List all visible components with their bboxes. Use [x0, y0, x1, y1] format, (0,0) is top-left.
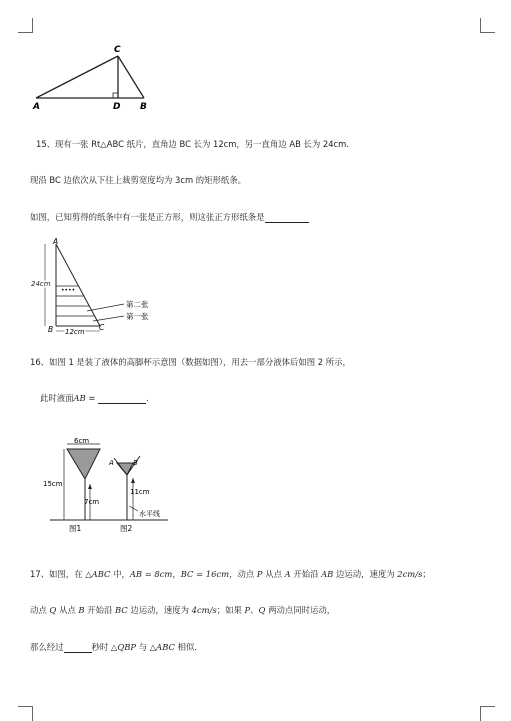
q16-line1: 16、如图 1 是装了液体的高脚杯示意图（数据如图），用去一部分液体后如图 2 所示， — [30, 357, 351, 367]
q16-var-ab: AB — [73, 393, 86, 403]
q15-answer-blank[interactable] — [265, 213, 309, 223]
q17-l1-a: 17、如图，在 — [30, 569, 86, 579]
q17-l2-v: 4cm/s — [191, 605, 217, 615]
q17-l2-f: 两动点同时运动， — [265, 605, 336, 615]
q17-l1-p: P — [256, 569, 263, 579]
crop-mark-top-right — [480, 18, 495, 33]
q17-l1-e: 从点 — [262, 569, 285, 579]
q16-eq: = — [85, 393, 99, 403]
q17-l1-d: ，动点 — [229, 569, 257, 579]
q15-fig-dots: •••• — [61, 287, 76, 294]
q17-l3-t2: △ABC — [149, 642, 175, 652]
q16-fig-stem-7cm: 7cm — [84, 498, 100, 506]
triangle-figure-top — [30, 40, 160, 112]
q17-l1-v: 2cm/s — [397, 569, 423, 579]
q17-l1-bc: BC = 16cm — [180, 569, 230, 579]
q17-l3-b: 秒时 — [91, 642, 111, 652]
q15-fig-strip1: 第一张 — [126, 312, 149, 321]
q17-l1-c: ， — [172, 569, 181, 579]
q16-fig-level: 水平线 — [139, 510, 160, 518]
q16-line2-pre: 此时液面 — [40, 393, 74, 403]
q17-l1-h: ； — [422, 569, 431, 579]
q16-line2-end: . — [146, 393, 149, 403]
q16-fig-label-b: B — [133, 459, 138, 467]
q16-fig-label-a: A — [109, 459, 114, 467]
q15-fig-strip2: 第二张 — [126, 300, 149, 309]
q17-line3 — [30, 641, 197, 653]
q17-l3-a: 那么经过 — [30, 642, 64, 652]
q17-l2-bc: BC — [114, 605, 128, 615]
q17-l3-c: 与 — [136, 642, 150, 652]
q16-goblet-figure — [40, 434, 180, 538]
q17-l2-c: 开始沿 — [84, 605, 115, 615]
q17-line2 — [30, 604, 335, 616]
q17-l2-q: Q — [49, 605, 57, 615]
q17-answer-blank[interactable] — [64, 643, 92, 653]
q16-fig-height-15cm: 15cm — [43, 480, 63, 488]
q16-answer-blank[interactable] — [98, 394, 146, 404]
q17-l2-a: 动点 — [30, 605, 50, 615]
q17-l1-pab: AB — [321, 569, 334, 579]
q17-l1-ab: AB = 8cm — [129, 569, 173, 579]
q17-l1-tri: △ABC — [85, 569, 111, 579]
q15-line3 — [30, 211, 309, 223]
q15-strip-figure — [30, 238, 170, 338]
label-c: C — [114, 45, 121, 55]
q15-line3-text: 如图，已知剪得的纸条中有一张是正方形，则这张正方形纸条是 — [30, 212, 265, 222]
label-d: D — [113, 102, 121, 112]
q17-l3-t1: △QBP — [110, 642, 137, 652]
q15-line2: 现沿 BC 边依次从下往上裁剪宽度均为 3cm 的矩形纸条。 — [30, 175, 247, 185]
q17-l2-e: ；如果 — [216, 605, 245, 615]
crop-mark-top-left — [18, 18, 33, 33]
q16-line2 — [40, 392, 149, 404]
q17-l3-d: 相似. — [174, 642, 198, 652]
q15-line1: 15、现有一张 Rt△ABC 纸片，直角边 BC 长为 12cm，另一直角边 AB 长为 24cm. — [36, 139, 349, 149]
q17-l1-pa: A — [284, 569, 291, 579]
q17-line1 — [30, 568, 431, 580]
q17-l1-f: 开始沿 — [290, 569, 322, 579]
label-a: A — [33, 102, 40, 112]
crop-mark-bottom-left — [18, 706, 33, 721]
q17-l1-b: 中， — [110, 569, 130, 579]
q16-fig-stem2-11cm: 11cm — [130, 488, 150, 496]
q17-l2-pq: P、Q — [244, 605, 266, 615]
q17-l2-d: 边运动，速度为 — [127, 605, 192, 615]
q16-fig-caption2: 图2 — [120, 524, 133, 533]
q15-fig-label-b: B — [48, 325, 54, 334]
label-b: B — [140, 102, 147, 112]
q17-l2-qb: B — [78, 605, 85, 615]
q17-l1-g: 边运动，速度为 — [333, 569, 398, 579]
crop-mark-bottom-right — [480, 706, 495, 721]
q15-fig-label-c: C — [99, 323, 105, 332]
q15-fig-side-24cm: 24cm — [31, 280, 51, 288]
q16-fig-top-6cm: 6cm — [74, 437, 90, 445]
q15-fig-base-12cm: 12cm — [65, 328, 85, 336]
q16-fig-caption1: 图1 — [69, 524, 82, 533]
q17-l2-b: 从点 — [56, 605, 79, 615]
q15-fig-label-a: A — [53, 238, 59, 246]
